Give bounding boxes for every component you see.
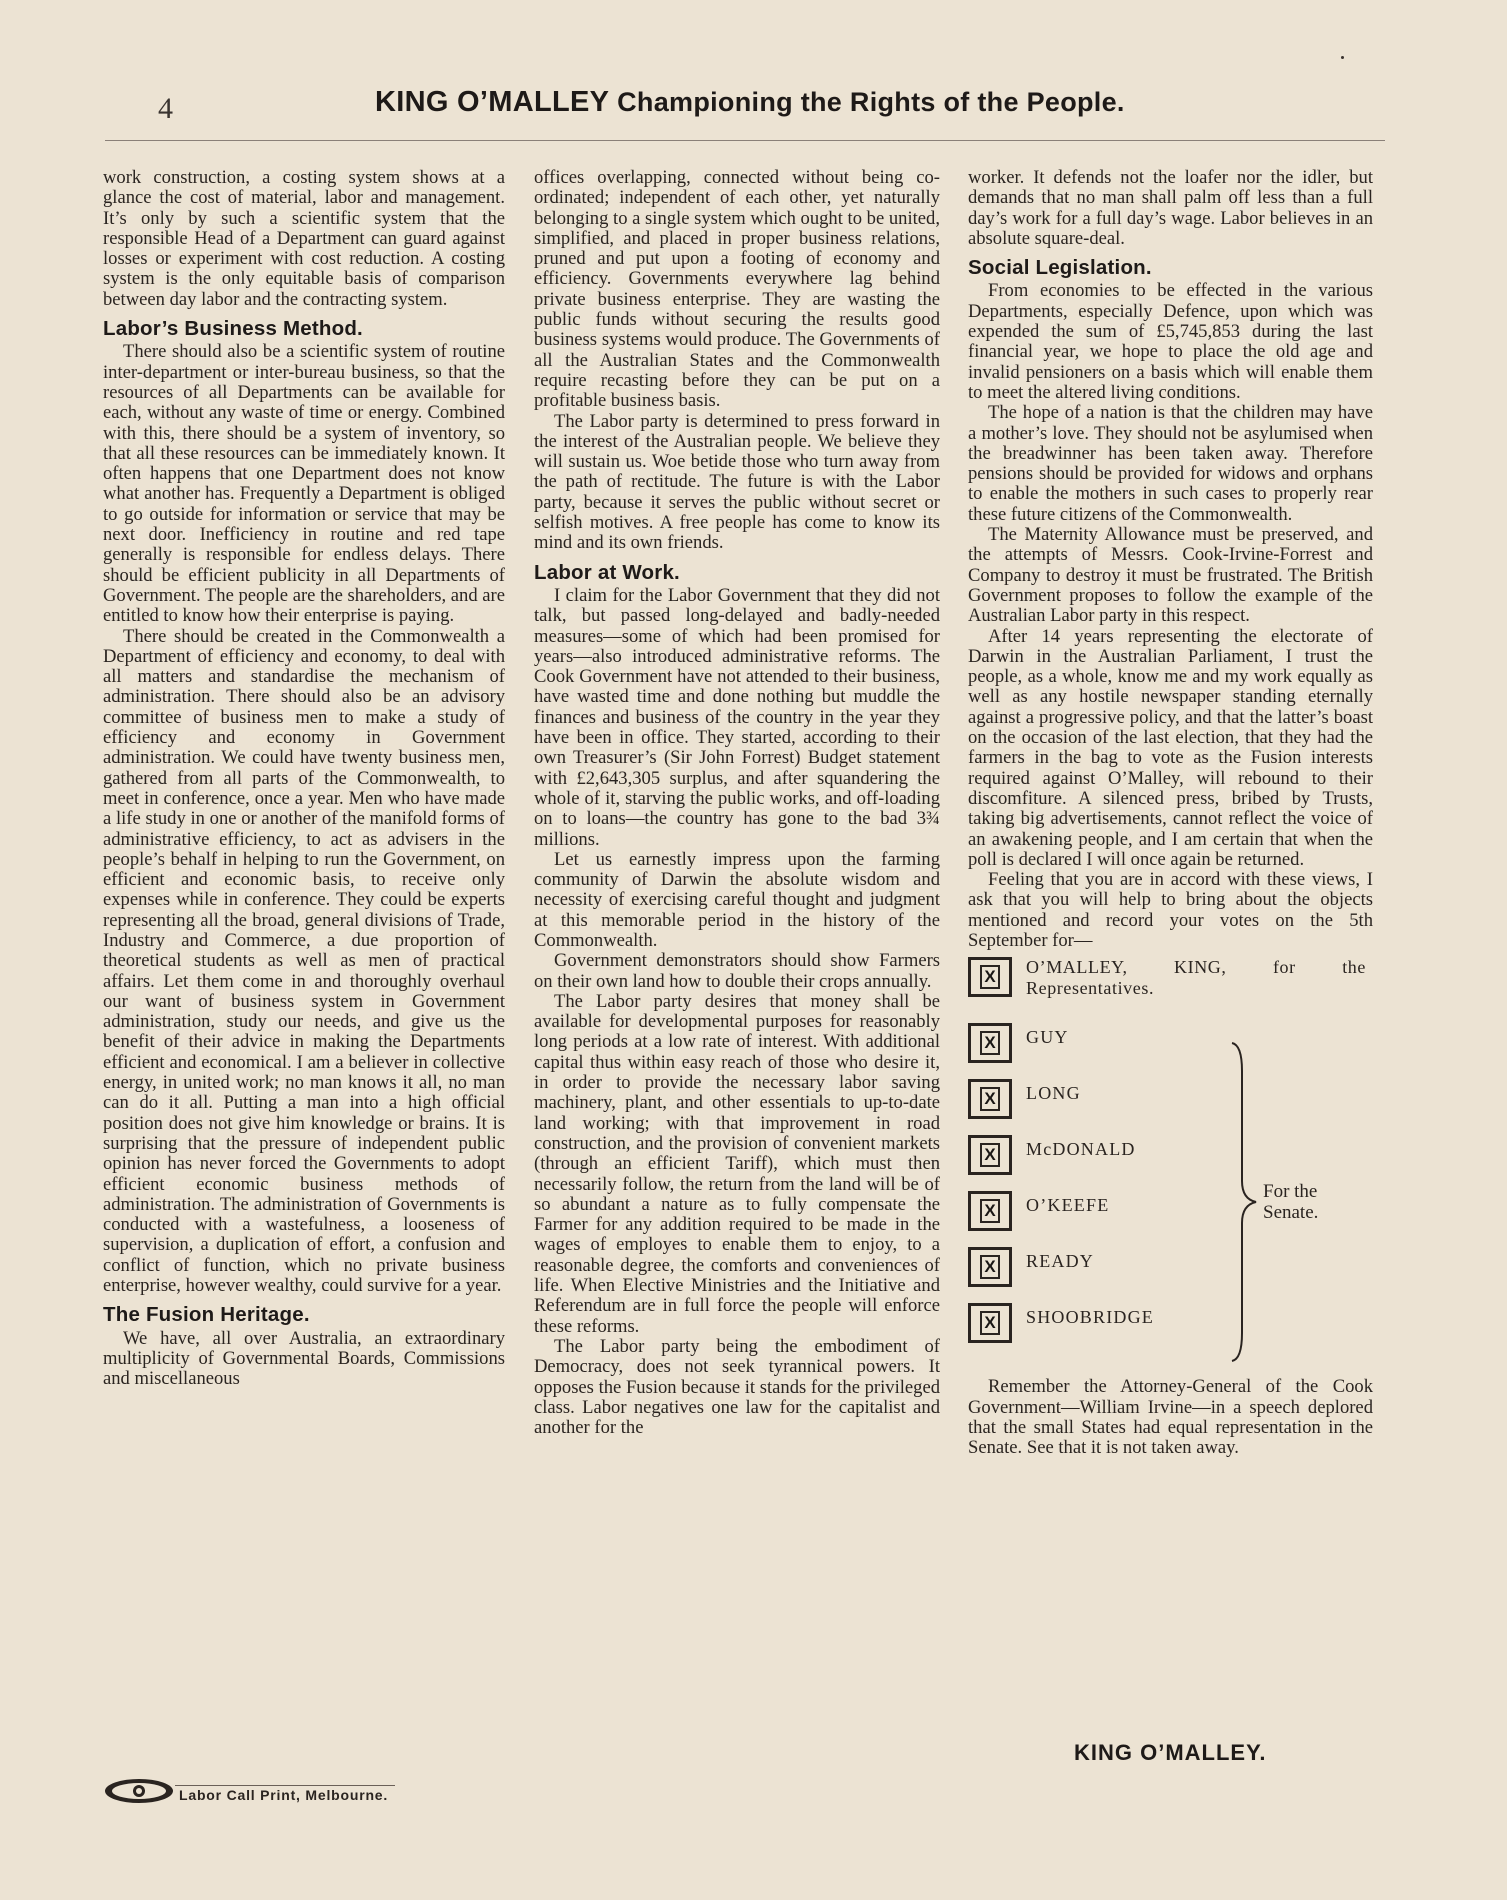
ballot-row-senator [968, 1135, 1368, 1179]
ballot-checkbox [968, 1023, 1012, 1063]
page-title [375, 86, 1125, 119]
paragraph: worker. It defends not the loafer nor the idler, but demands that no man shall palm off less than a full day’s work for a full day’s wage. Labor believes in an absolute square-deal. [968, 167, 1373, 249]
footer-divider [175, 1785, 395, 1786]
section-heading: Social Legislation. [968, 256, 1152, 280]
x-mark-icon: X [980, 1143, 1000, 1167]
paragraph: There should be created in the Commonwealth a Department of efficiency and economy, to deal with all matters and standardise the mechanism of administration. There should also be an advisory committee of business men to make a study of efficiency and economy in Government administration. We could have twenty business men, gathered from all parts of the Commonwealth, to meet in conference, once a year. Men who have made a life study in one or another of the manifold forms of administrative efficiency, to act as advisers in the people’s behalf in helping to run the Government, on efficient and economic basis, to receive only expenses while in conference. They could be experts representing all the broad, general divisions of Trade, Industry and Commerce, a due proportion of theoretical students as well as men of practical affairs. Let them come in and thoroughly overhaul our want of business system in Government administration, study our needs, and give us the benefit of their advice in making the Departments efficient and economical. I am a believer in collective energy, in united work; no man knows it all, no man can do it all. Putting a man into a high official position does not give him knowledge or brains. It is surprising that the pressure of independent public opinion has never forced the Governments to adopt efficient economic business methods of administration. The administration of Governments is conducted with a wastefulness, a looseness of supervision, a duplication of effort, a confusion and conflict of function, which no private business enterprise, however wealthy, could survive for a year. [103, 625, 505, 1297]
ballot-checkbox [968, 1247, 1012, 1287]
section-heading: Labor at Work. [534, 560, 680, 584]
ballot-row-senator [968, 1079, 1368, 1123]
paragraph: We have, all over Australia, an extraordinary multiplicity of Governmental Boards, Commissions and miscellaneous [103, 1327, 505, 1390]
candidate-senator: LONG [1026, 1083, 1081, 1104]
column-2 [534, 168, 940, 1438]
x-mark-icon: X [980, 1255, 1000, 1279]
paragraph: The Labor party desires that money shall be available for developmental purposes for reasonably long periods at a low rate of interest. With additional capital thus within easy reach of those who desire it, in order to provide the necessary labor saving machinery, plant, and other essentials to up-to-date land working; with that improvement in road construction, and the provision of convenient markets (through an efficient Tariff), which must then necessarily follow, the return from the land will be of so abundant a nature as to fully compensate the Farmer for any addition required to be made in the wages of employes to enable them to enjoy, to a reasonable degree, the comforts and conveniences of life. When Elective Ministries and the Initiative and Referendum are in full force the people will enforce these reforms. [534, 990, 940, 1337]
candidate-senator: O’KEEFE [1026, 1195, 1110, 1216]
title-subtitle: Championing the Rights of the People. [617, 87, 1125, 117]
paragraph: From economies to be effected in the various Departments, especially Defence, upon which was expended the sum of £5,745,853 during the last financial year, we hope to place the old age and invalid pensioners on a basis which will enable them to meet the altered living conditions. [968, 280, 1373, 403]
paragraph: I claim for the Labor Government that they did not talk, but passed long-delayed and badly-needed measures—some of which had been promised for years—also introduced administrative reforms. The Cook Government have not attended to their business, have wasted time and done nothing but muddle the finances and business of the country in the year they have been in office. They started, according to their own Treasurer’s (Sir John Forrest) Budget statement with £2,643,305 surplus, and after squandering the whole of it, starving the public works, and off-loading on to loans—the country has gone to the bad 3¾ millions. [534, 584, 940, 850]
paragraph: The Labor party is determined to press forward in the interest of the Australian people. We believe they will sustain us. Woe betide those who turn away from the path of rectitude. The future is with the Labor party, because it serves the public without secret or selfish motives. A free people has come to know its mind and its own friends. [534, 410, 940, 554]
paragraph: Let us earnestly impress upon the farming community of Darwin the absolute wisdom and necessity of exercising careful thought and judgment at this memorable period in the history of the Commonwealth. [534, 848, 940, 951]
section-heading: The Fusion Heritage. [103, 1303, 310, 1327]
page-header [100, 86, 1410, 132]
ballot-checkbox [968, 1079, 1012, 1119]
candidate-senator: McDONALD [1026, 1139, 1136, 1160]
ballot-checkbox [968, 1303, 1012, 1343]
paragraph: work construction, a costing system shows at a glance the cost of material, labor and management. It’s only by such a scientific system that the responsible Head of a Department can guard against losses or experiment with cost reduction. A costing system is the only equitable basis of comparison between day labor and the contracting system. [103, 167, 505, 310]
x-mark-icon: X [980, 1199, 1000, 1223]
paragraph: The hope of a nation is that the children may have a mother’s love. They should not be asylumised when the breadwinner has been taken away. Therefore pensions should be provided for widows and orphans to enable the mothers in such cases to properly rear these future citizens of the Commonwealth. [968, 402, 1373, 525]
brace-icon [1230, 1041, 1260, 1363]
paragraph: The Labor party being the embodiment of Democracy, does not seek tyrannical powers. It opposes the Fusion because it stands for the privileged class. Labor negatives one law for the capitalist and another for the [534, 1335, 940, 1439]
header-divider [105, 140, 1385, 141]
paragraph: offices overlapping, connected without being co-ordinated; independent of each other, yet naturally belonging to a single system which ought to be united, simplified, and placed in proper business relations, pruned and put upon a footing of economy and efficiency. Governments everywhere lag behind private business enterprise. They are wasting the public funds without securing the results good business systems would produce. The Governments of all the Australian States and the Commonwealth require recasting before they can be put on a profitable business basis. [534, 167, 940, 412]
senate-label: For the Senate. [1263, 1181, 1319, 1224]
column-1 [103, 168, 505, 1390]
x-mark-icon: X [980, 1031, 1000, 1055]
footer [103, 1776, 443, 1806]
ballot-checkbox [968, 957, 1012, 997]
paragraph: Remember the Attorney-General of the Cook Government—William Irvine—in a speech deplored that the small States had equal representation in the Senate. See that it is not taken away. [968, 1376, 1373, 1459]
candidate-senator: READY [1026, 1251, 1094, 1272]
section-heading: Labor’s Business Method. [103, 317, 363, 341]
candidate-senator: SHOOBRIDGE [1026, 1307, 1155, 1328]
paragraph: Government demonstrators should show Farmers on their own land how to double their crops annually. [534, 950, 940, 992]
ballot-row-representative [968, 957, 1368, 1001]
ballot-card [968, 957, 1373, 1377]
ballot-checkbox [968, 1191, 1012, 1231]
x-mark-icon: X [980, 1311, 1000, 1335]
union-label-logo-icon [103, 1776, 175, 1806]
x-mark-icon: X [980, 965, 1000, 989]
title-name: KING O’MALLEY [375, 86, 609, 118]
ballot-row-senator [968, 1303, 1368, 1347]
printer-credit: Labor Call Print, Melbourne. [179, 1787, 389, 1803]
ballot-row-senator [968, 1023, 1368, 1067]
paragraph: There should also be a scientific system of routine inter-department or inter-bureau business, so that the resources of all Departments can be available for each, without any waste of time or energy. Combined with this, there should be a system of inventory, so that all these resources can be immediately known. It often happens that one Department does not know what another has. Frequently a Department is obliged to go outside for information or service that may be next door. Inefficiency in routine and red tape generally is responsible for endless delays. There should be efficient publicity in all Departments of Government. The people are the shareholders, and are entitled to know how their enterprise is paying. [103, 341, 505, 627]
candidate-senator: GUY [1026, 1027, 1069, 1048]
paragraph: Feeling that you are in accord with these views, I ask that you will help to bring about the objects mentioned and record your votes on the 5th September for— [968, 869, 1373, 951]
ink-speck [1341, 56, 1344, 59]
ballot-checkbox [968, 1135, 1012, 1175]
page-number: 4 [158, 92, 173, 125]
ballot-row-senator [968, 1247, 1368, 1291]
candidate-representative: O’MALLEY, KING, for the Representatives. [1026, 957, 1366, 999]
signature: KING O’MALLEY. [1074, 1740, 1267, 1765]
paragraph: The Maternity Allowance must be preserved, and the attempts of Messrs. Cook-Irvine-Forrest and Company to destroy it must be frustrated. The British Government proposes to follow the example of the Australian Labor party in this respect. [968, 524, 1373, 627]
paragraph: After 14 years representing the electorate of Darwin in the Australian Parliament, I trust the people, as a whole, know me and my work equally as well as any hostile newspaper standing eternally against a progressive policy, and that the latter’s boast on the occasion of the last election, that they had the farmers in the bag to vote as the Fusion interests required against O’Malley, will rebound to their discomfiture. A silenced press, bribed by Trusts, taking big advertisements, cannot reflect the voice of an awakening people, and I am certain that when the poll is declared I will once again be returned. [968, 625, 1373, 870]
x-mark-icon: X [980, 1087, 1000, 1111]
column-3 [968, 168, 1373, 1458]
